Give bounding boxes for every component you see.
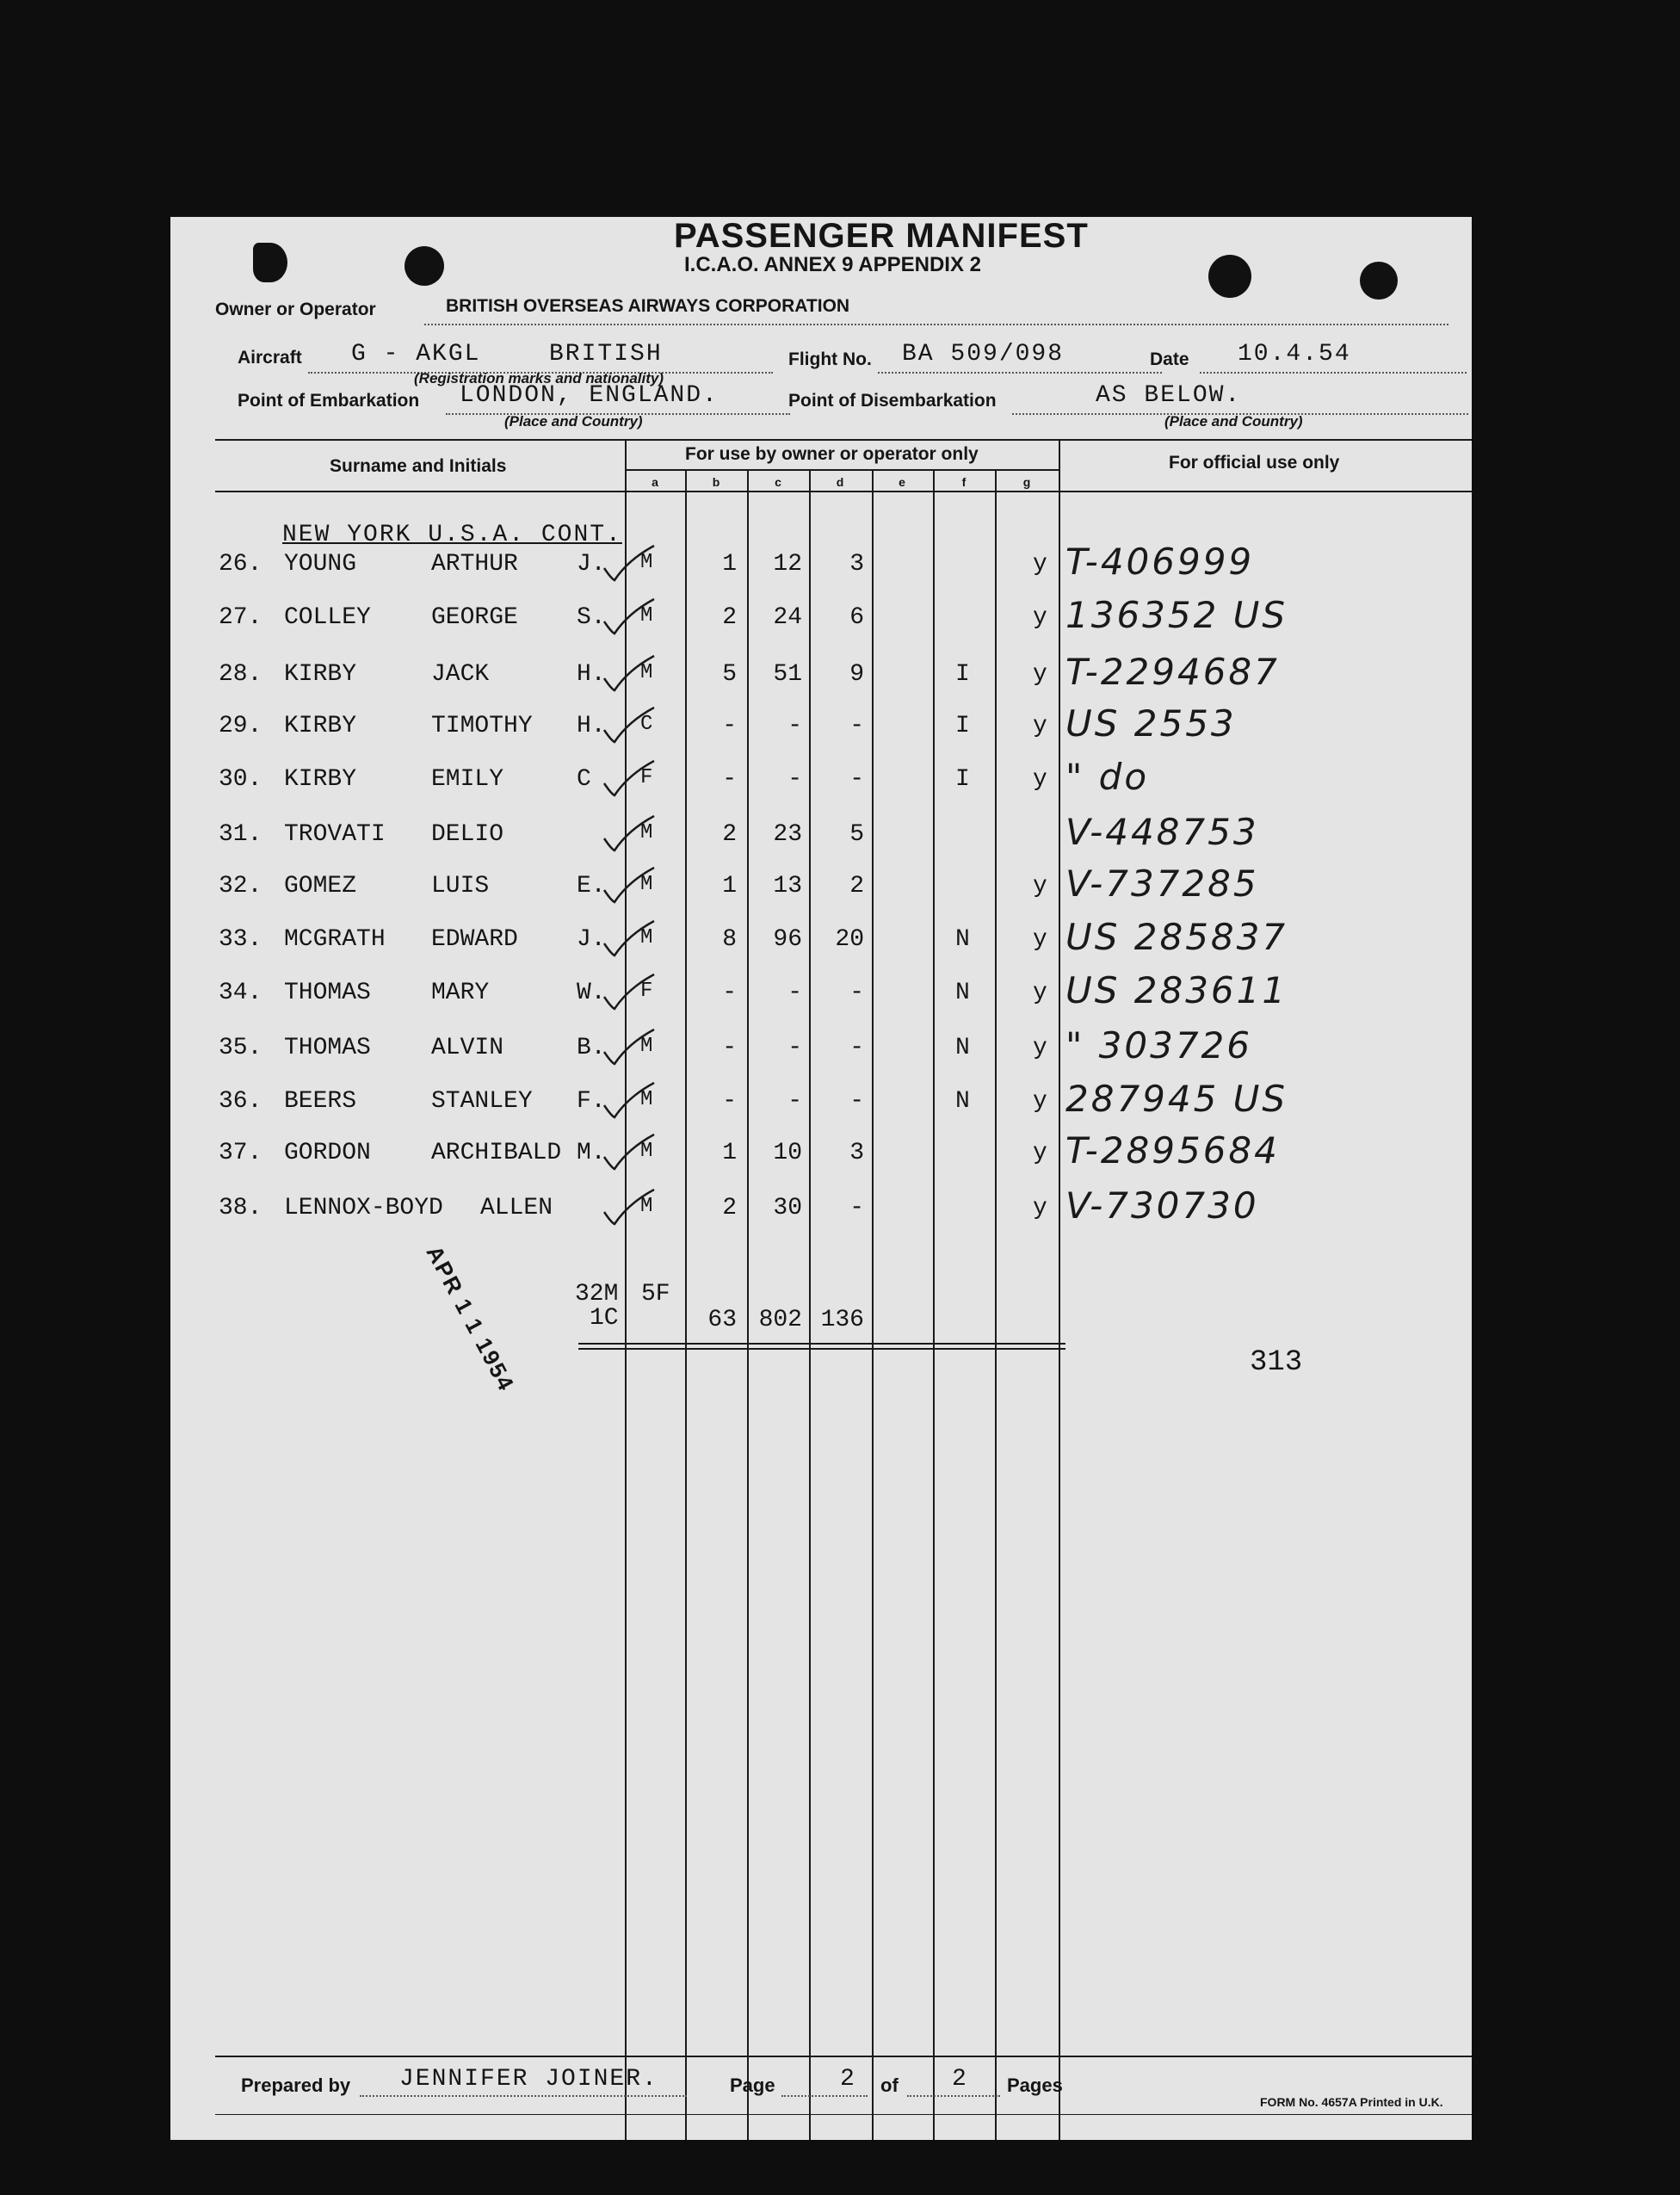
check-mark-icon (599, 1079, 659, 1122)
passenger-col-b: 2 (722, 1195, 737, 1221)
punch-hole (405, 246, 444, 286)
passenger-col-d: - (849, 1035, 864, 1061)
column-letter-d: d (836, 475, 844, 489)
passenger-sex: M (640, 821, 653, 844)
passenger-surname: MCGRATH (284, 926, 386, 953)
passenger-col-d: 2 (849, 873, 864, 900)
check-mark-icon (599, 596, 659, 639)
passenger-col-d: - (849, 1195, 864, 1221)
page-line (781, 2095, 868, 2097)
passenger-col-f: N (955, 926, 970, 953)
received-date-stamp: APR 1 1 1954 (421, 1241, 520, 1396)
passenger-first-name: STANLEY (431, 1088, 533, 1115)
passenger-sex: F (640, 980, 653, 1003)
passenger-sex: M (640, 661, 653, 684)
passenger-col-c: 10 (773, 1140, 802, 1166)
passenger-col-b: - (722, 980, 737, 1006)
owner-label: Owner or Operator (215, 300, 376, 319)
passenger-col-g: y (1033, 1035, 1047, 1061)
check-mark-icon (599, 971, 659, 1014)
column-divider (685, 469, 687, 2140)
total-children: 1C (590, 1305, 619, 1332)
passenger-initial: F. (577, 1088, 606, 1115)
passenger-initial: H. (577, 661, 606, 688)
passenger-col-b: - (722, 1088, 737, 1115)
passenger-first-name: ALVIN (431, 1035, 504, 1061)
embarkation-value: LONDON, ENGLAND. (460, 382, 719, 409)
passenger-initial: S. (577, 604, 606, 631)
pages-label: Pages (1007, 2074, 1063, 2096)
passenger-col-d: 3 (849, 1140, 864, 1166)
passenger-surname: THOMAS (284, 1035, 371, 1061)
passenger-col-d: 20 (835, 926, 864, 953)
passenger-initial: H. (577, 713, 606, 739)
check-mark-icon (599, 813, 659, 856)
of-line (907, 2095, 1000, 2097)
passenger-initial: J. (577, 926, 606, 953)
passenger-col-g: y (1033, 551, 1047, 578)
passenger-surname: LENNOX-BOYD (284, 1195, 443, 1221)
column-letter-f: f (961, 475, 967, 489)
column-divider (1059, 439, 1060, 2140)
form-number: FORM No. 4657A Printed in U.K. (1260, 2095, 1443, 2109)
disembarkation-label: Point of Disembarkation (788, 391, 997, 411)
owner-subhead-rule (625, 469, 1059, 471)
column-divider (995, 469, 997, 2140)
passenger-col-g: y (1033, 766, 1047, 793)
aircraft-label: Aircraft (238, 348, 302, 368)
owner-value: BRITISH OVERSEAS AIRWAYS CORPORATION (446, 296, 850, 316)
passenger-col-d: - (849, 1088, 864, 1115)
of-label: of (880, 2074, 899, 2096)
passenger-col-g: y (1033, 980, 1047, 1006)
passenger-col-g: y (1033, 873, 1047, 900)
passenger-sex: M (640, 1195, 653, 1218)
passenger-initial: C (577, 766, 591, 793)
passenger-col-d: 5 (849, 821, 864, 848)
total-male: 32M (575, 1281, 619, 1308)
passenger-official-entry: V-730730 (1065, 1184, 1259, 1227)
aircraft-nationality: BRITISH (549, 341, 663, 368)
passenger-col-c: - (788, 1088, 802, 1115)
prepared-by-value: JENNIFER JOINER. (399, 2066, 658, 2093)
passenger-col-g: y (1033, 926, 1047, 953)
passenger-first-name: ARTHUR (431, 551, 518, 578)
punch-hole (1208, 255, 1251, 298)
passenger-initial: B. (577, 1035, 606, 1061)
check-mark-icon (599, 652, 659, 696)
passenger-first-name: ALLEN (480, 1195, 553, 1221)
passenger-col-b: 1 (722, 873, 737, 900)
passenger-official-entry: 136352 US (1065, 594, 1288, 636)
passenger-initial: W. (577, 980, 606, 1006)
owner-line (424, 324, 1448, 325)
passenger-number: 35. (219, 1035, 262, 1061)
passenger-first-name: DELIO (431, 821, 504, 848)
passenger-first-name: EMILY (431, 766, 504, 793)
flight-value: BA 509/098 (902, 341, 1065, 368)
check-mark-icon (599, 864, 659, 907)
passenger-number: 26. (219, 551, 262, 578)
passenger-col-c: - (788, 980, 802, 1006)
page-value: 2 (840, 2066, 856, 2093)
passenger-number: 33. (219, 926, 262, 953)
passenger-col-c: 13 (773, 873, 802, 900)
passenger-surname: KIRBY (284, 713, 357, 739)
passenger-official-entry: V-737285 (1065, 863, 1259, 905)
passenger-surname: KIRBY (284, 661, 357, 688)
passenger-sex: M (640, 873, 653, 896)
passenger-first-name: LUIS (431, 873, 490, 900)
check-mark-icon (599, 542, 659, 585)
passenger-col-f: I (955, 713, 970, 739)
passenger-surname: KIRBY (284, 766, 357, 793)
passenger-number: 36. (219, 1088, 262, 1115)
passenger-col-b: 5 (722, 661, 737, 688)
column-letter-b: b (712, 475, 720, 489)
passenger-surname: COLLEY (284, 604, 371, 631)
passenger-col-g: y (1033, 1140, 1047, 1166)
disembarkation-value: AS BELOW. (1096, 382, 1242, 409)
passenger-surname: THOMAS (284, 980, 371, 1006)
passenger-first-name: TIMOTHY (431, 713, 533, 739)
passenger-official-entry: US 2553 (1065, 702, 1237, 745)
passenger-sex: M (640, 551, 653, 574)
passenger-col-f: N (955, 1035, 970, 1061)
passenger-surname: GOMEZ (284, 873, 357, 900)
page-label: Page (730, 2074, 775, 2096)
passenger-official-entry: 287945 US (1065, 1078, 1288, 1120)
page-title: PASSENGER MANIFEST (674, 217, 1089, 255)
passenger-initial: M. (577, 1140, 606, 1166)
passenger-number: 29. (219, 713, 262, 739)
passenger-col-f: I (955, 661, 970, 688)
check-mark-icon (599, 704, 659, 747)
passenger-col-f: N (955, 980, 970, 1006)
passenger-surname: YOUNG (284, 551, 357, 578)
passenger-col-d: - (849, 713, 864, 739)
passenger-number: 28. (219, 661, 262, 688)
footer-top-rule (215, 2056, 1472, 2057)
passenger-col-b: 1 (722, 551, 737, 578)
passenger-sex: M (640, 1035, 653, 1058)
passenger-official-entry: " do (1065, 756, 1150, 798)
passenger-official-entry: T-406999 (1065, 541, 1255, 583)
footer-bottom-rule (215, 2114, 1472, 2115)
prepared-by-line (360, 2095, 687, 2097)
passenger-col-d: - (849, 766, 864, 793)
passenger-number: 30. (219, 766, 262, 793)
passenger-col-f: N (955, 1088, 970, 1115)
passenger-number: 37. (219, 1140, 262, 1166)
surname-column-header: Surname and Initials (330, 456, 507, 476)
passenger-number: 38. (219, 1195, 262, 1221)
passenger-col-c: 51 (773, 661, 802, 688)
passenger-col-c: - (788, 766, 802, 793)
passenger-number: 34. (219, 980, 262, 1006)
archive-page-number: 313 (1250, 1346, 1303, 1379)
passenger-number: 31. (219, 821, 262, 848)
column-letter-e: e (899, 475, 905, 489)
passenger-col-b: 2 (722, 604, 737, 631)
passenger-initial: J. (577, 551, 606, 578)
passenger-col-c: 96 (773, 926, 802, 953)
check-mark-icon (599, 1026, 659, 1069)
passenger-col-b: 2 (722, 821, 737, 848)
column-divider (933, 469, 935, 2140)
passenger-first-name: ARCHIBALD (431, 1140, 562, 1166)
total-d: 136 (820, 1307, 864, 1333)
passenger-col-c: 23 (773, 821, 802, 848)
passenger-official-entry: T-2895684 (1065, 1129, 1280, 1172)
passenger-col-g: y (1033, 1088, 1047, 1115)
passenger-first-name: JACK (431, 661, 490, 688)
passenger-official-entry: T-2294687 (1065, 651, 1280, 693)
pages-value: 2 (952, 2066, 968, 2093)
passenger-col-g: y (1033, 604, 1047, 631)
column-letter-g: g (1022, 475, 1031, 489)
place-note-left: (Place and Country) (504, 413, 643, 430)
flight-line (878, 372, 1162, 374)
passenger-sex: M (640, 926, 653, 949)
registration-note: (Registration marks and nationality) (414, 370, 664, 386)
totals-double-rule (578, 1348, 1065, 1350)
passenger-official-entry: US 283611 (1065, 969, 1288, 1011)
check-mark-icon (599, 918, 659, 961)
punch-hole (1360, 262, 1398, 300)
passenger-col-b: 1 (722, 1140, 737, 1166)
punch-hole (253, 243, 287, 282)
passenger-number: 27. (219, 604, 262, 631)
check-mark-icon (599, 1131, 659, 1174)
column-letter-c: c (775, 475, 781, 489)
passenger-col-g: y (1033, 713, 1047, 739)
passenger-official-entry: V-448753 (1065, 811, 1259, 853)
passenger-col-g: y (1033, 1195, 1047, 1221)
passenger-first-name: MARY (431, 980, 490, 1006)
total-b: 63 (707, 1307, 737, 1333)
passenger-official-entry: " 303726 (1065, 1024, 1252, 1067)
passenger-sex: M (640, 604, 653, 628)
date-line (1200, 372, 1467, 374)
column-letter-a: a (652, 475, 658, 489)
passenger-surname: BEERS (284, 1088, 357, 1115)
passenger-number: 32. (219, 873, 262, 900)
official-use-column-header: For official use only (1169, 453, 1340, 473)
passenger-col-c: - (788, 1035, 802, 1061)
passenger-col-d: - (849, 980, 864, 1006)
prepared-by-label: Prepared by (241, 2074, 351, 2096)
passenger-col-b: - (722, 1035, 737, 1061)
passenger-surname: TROVATI (284, 821, 386, 848)
passenger-first-name: GEORGE (431, 604, 518, 631)
total-c: 802 (758, 1307, 802, 1333)
owner-use-column-header: For use by owner or operator only (685, 444, 979, 464)
manifest-sheet (170, 217, 1472, 2140)
column-divider (872, 469, 874, 2140)
passenger-sex: F (640, 766, 653, 789)
date-value: 10.4.54 (1238, 341, 1351, 368)
passenger-col-d: 3 (849, 551, 864, 578)
passenger-sex: C (640, 713, 653, 736)
passenger-col-d: 9 (849, 661, 864, 688)
passenger-col-c: 30 (773, 1195, 802, 1221)
aircraft-value: G - AKGL (351, 341, 481, 368)
passenger-col-c: 24 (773, 604, 802, 631)
total-female: 5F (641, 1281, 670, 1308)
totals-double-rule (578, 1343, 1065, 1345)
passenger-col-b: - (722, 766, 737, 793)
table-top-rule (215, 439, 1472, 441)
date-label: Date (1150, 349, 1189, 369)
passenger-initial: E. (577, 873, 606, 900)
header-bottom-rule (215, 491, 1472, 492)
section-heading: NEW YORK U.S.A. CONT. (282, 522, 622, 548)
embarkation-label: Point of Embarkation (238, 391, 420, 411)
passenger-col-b: 8 (722, 926, 737, 953)
passenger-col-g: y (1033, 661, 1047, 688)
passenger-first-name: EDWARD (431, 926, 518, 953)
flight-label: Flight No. (788, 349, 872, 369)
passenger-sex: M (640, 1140, 653, 1163)
passenger-col-c: - (788, 713, 802, 739)
passenger-col-b: - (722, 713, 737, 739)
passenger-col-c: 12 (773, 551, 802, 578)
passenger-official-entry: US 285837 (1065, 916, 1288, 958)
passenger-col-f: I (955, 766, 970, 793)
place-note-right: (Place and Country) (1164, 413, 1303, 430)
check-mark-icon (599, 1186, 659, 1229)
passenger-col-d: 6 (849, 604, 864, 631)
page-subtitle: I.C.A.O. ANNEX 9 APPENDIX 2 (684, 253, 981, 276)
passenger-surname: GORDON (284, 1140, 371, 1166)
passenger-sex: M (640, 1088, 653, 1111)
check-mark-icon (599, 757, 659, 801)
